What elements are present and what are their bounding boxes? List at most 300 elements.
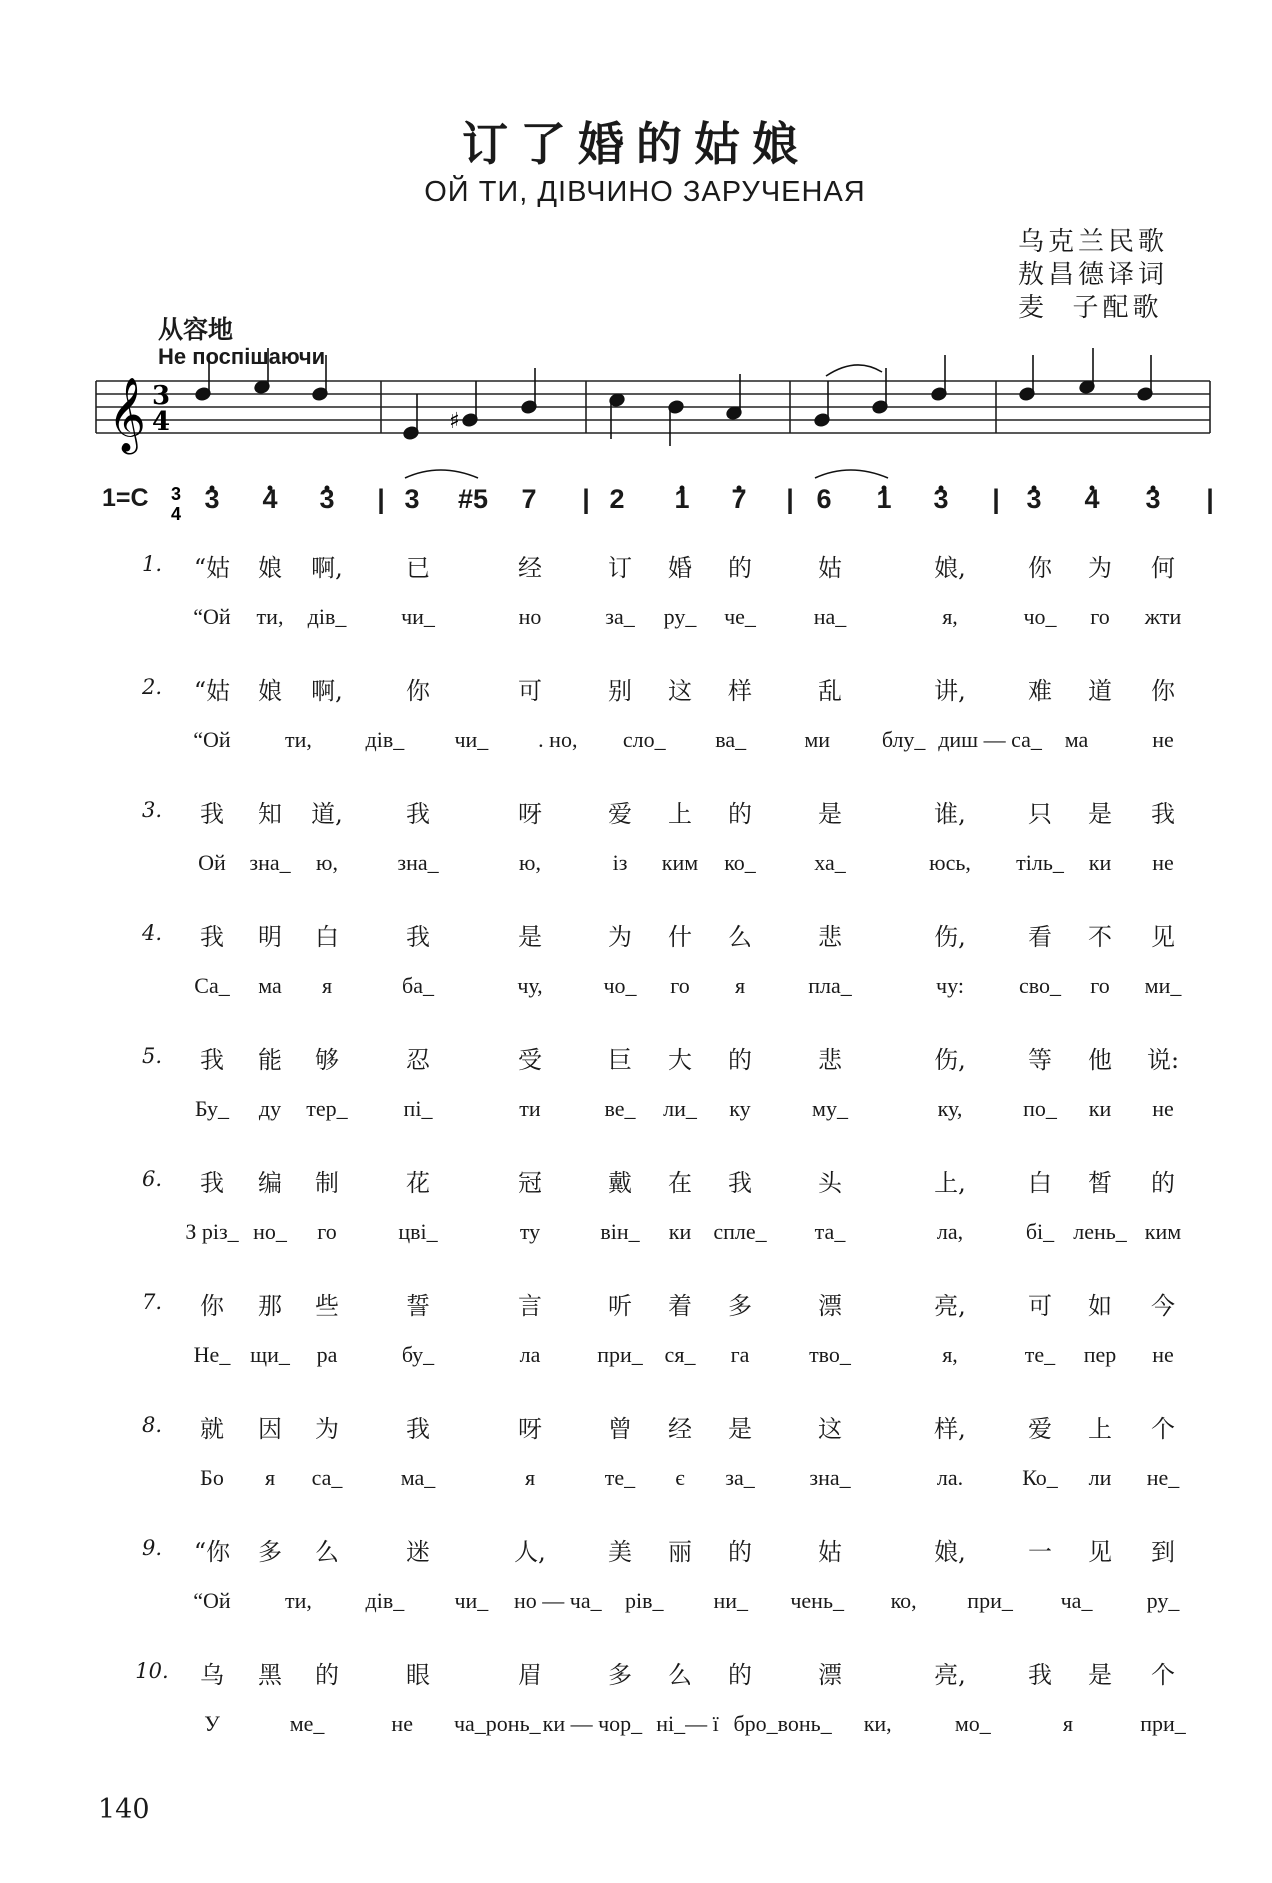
- lyric-syllable-ua: я: [734, 973, 746, 998]
- lyric-syllable-ua: ту: [519, 1219, 541, 1244]
- verse-number: 10.: [135, 1659, 169, 1683]
- lyric-syllable-zh: 漂: [818, 1292, 842, 1320]
- lyric-syllable-zh: 上: [1088, 1415, 1112, 1443]
- lyric-syllable-ua: на_: [813, 604, 847, 629]
- lyric-syllable-ua: цві_: [398, 1219, 438, 1244]
- lyric-syllable-zh: 我: [406, 923, 430, 951]
- lyric-syllable-ua: са_: [311, 1465, 343, 1490]
- jianpu-note: 3: [204, 484, 220, 514]
- lyric-syllable-ua: че_: [724, 604, 756, 629]
- lyric-syllable-ua: ду: [258, 1096, 282, 1121]
- lyric-syllable-zh: 是: [818, 800, 842, 828]
- lyric-syllable-zh: 是: [1088, 800, 1112, 828]
- lyric-syllable-zh: 因: [258, 1415, 282, 1443]
- lyric-syllable-ua: я: [264, 1465, 276, 1490]
- lyric-syllable-ua: чо_: [1023, 604, 1057, 629]
- lyric-syllable-ua: за_: [605, 604, 635, 629]
- lyric-syllable-ua: ку,: [937, 1096, 963, 1121]
- jianpu-time-bottom: 4: [171, 504, 182, 524]
- lyric-syllable-zh: 巨: [608, 1046, 632, 1074]
- verse-number: 5.: [141, 1044, 163, 1068]
- lyric-syllable-zh: 么: [668, 1661, 692, 1689]
- lyric-syllable-ua: мо_: [954, 1711, 991, 1736]
- lyric-syllable-ua: тер_: [306, 1096, 348, 1121]
- sharp-icon: ♯: [449, 409, 460, 434]
- lyric-syllable-zh: 头: [818, 1169, 842, 1197]
- lyric-syllable-zh: 的: [728, 1538, 752, 1566]
- lyric-syllable-ua: при_: [597, 1342, 643, 1367]
- lyric-syllable-ua: ру_: [663, 604, 697, 629]
- lyric-syllable-zh: 誓: [406, 1292, 430, 1320]
- lyric-syllable-zh: 受: [518, 1046, 542, 1074]
- lyric-syllable-zh: 是: [728, 1415, 752, 1443]
- lyric-syllable-ua: “Ой: [193, 1588, 231, 1613]
- lyric-syllable-zh: 见: [1088, 1538, 1112, 1566]
- lyric-syllable-ua: З рiз_: [185, 1219, 239, 1244]
- lyric-syllable-ua: зна_: [397, 850, 439, 875]
- lyric-syllable-zh: 知: [258, 800, 282, 828]
- lyric-syllable-ua: дів_: [365, 1588, 405, 1613]
- lyric-syllable-ua: ла: [519, 1342, 541, 1367]
- lyric-syllable-zh: 我: [728, 1169, 752, 1197]
- lyric-syllable-zh: 的: [728, 1661, 752, 1689]
- lyric-syllable-ua: Ко_: [1022, 1465, 1058, 1490]
- lyric-syllable-ua: ва_: [715, 727, 747, 752]
- lyric-syllable-ua: ти: [519, 1096, 541, 1121]
- lyric-syllable-ua: Бу_: [194, 1096, 230, 1121]
- lyric-syllable-zh: 见: [1151, 923, 1175, 951]
- credit-origin: 乌克兰民歌: [1017, 227, 1168, 257]
- lyric-syllable-zh: 迷: [406, 1538, 430, 1566]
- lyric-syllable-zh: 可: [518, 677, 542, 705]
- lyric-syllable-ua: не: [1152, 850, 1174, 875]
- lyric-syllable-zh: 戴: [608, 1169, 632, 1197]
- lyric-syllable-ua: ки: [668, 1219, 692, 1244]
- lyric-syllable-ua: ким: [661, 850, 699, 875]
- lyric-syllable-zh: 皙: [1088, 1169, 1112, 1197]
- slur-jianpu-2: [815, 470, 888, 478]
- lyric-syllable-zh: 个: [1151, 1661, 1175, 1689]
- lyric-syllable-zh: 谁,: [934, 800, 966, 828]
- lyric-syllable-zh: 悲: [818, 923, 842, 951]
- lyric-syllable-ua: бро_вонь_: [733, 1711, 832, 1736]
- lyric-syllable-ua: диш — са_: [938, 727, 1042, 752]
- lyric-syllable-zh: 看: [1028, 923, 1052, 951]
- jianpu-time-top: 3: [171, 484, 182, 504]
- key-signature: 1=C: [102, 484, 149, 512]
- lyric-syllable-ua: не: [391, 1711, 413, 1736]
- lyric-syllable-zh: 娘: [258, 554, 282, 582]
- verse-number: 7.: [141, 1290, 163, 1314]
- lyric-syllable-ua: ме_: [289, 1711, 325, 1736]
- lyric-syllable-ua: чи_: [454, 1588, 489, 1613]
- lyric-syllable-zh: 姑: [818, 1538, 842, 1566]
- lyric-syllable-ua: дів_: [365, 727, 405, 752]
- lyric-syllable-zh: “姑: [193, 677, 231, 705]
- lyric-syllable-zh: 为: [608, 923, 632, 951]
- lyric-syllable-zh: 已: [406, 554, 430, 582]
- lyric-syllable-zh: 到: [1151, 1538, 1175, 1566]
- lyric-syllable-ua: ма_: [400, 1465, 436, 1490]
- verse-number: 8.: [141, 1413, 163, 1437]
- lyric-syllable-ua: тіль_: [1016, 850, 1064, 875]
- lyric-syllable-ua: пі_: [403, 1096, 433, 1121]
- lyric-syllable-ua: но: [518, 604, 542, 629]
- lyric-syllable-ua: по_: [1023, 1096, 1057, 1121]
- lyric-syllable-zh: 美: [608, 1538, 632, 1566]
- lyric-syllable-zh: 为: [1088, 554, 1112, 582]
- lyric-syllable-zh: 么: [728, 923, 752, 951]
- lyric-syllable-zh: 呀: [518, 800, 542, 828]
- jianpu-note: 6: [816, 484, 832, 514]
- lyric-syllable-zh: 我: [406, 800, 430, 828]
- lyric-syllable-ua: ла.: [936, 1465, 964, 1490]
- lyric-syllable-zh: 的: [315, 1661, 339, 1689]
- lyric-syllable-ua: я: [1062, 1711, 1073, 1736]
- lyric-syllable-zh: 如: [1088, 1292, 1112, 1320]
- lyric-syllable-zh: 忍: [406, 1046, 430, 1074]
- lyric-syllable-ua: го: [1090, 973, 1110, 998]
- lyric-syllable-zh: 人,: [514, 1538, 546, 1566]
- lyric-syllable-zh: 冠: [518, 1169, 542, 1197]
- jianpu-note: 3: [1145, 484, 1161, 514]
- lyric-syllable-ua: ми_: [1144, 973, 1182, 998]
- credit-arranger: 麦 子配歌: [1017, 293, 1163, 323]
- lyric-syllable-zh: 一: [1028, 1538, 1052, 1566]
- lyric-syllable-ua: не_: [1146, 1465, 1180, 1490]
- jianpu-note: 3: [1026, 484, 1042, 514]
- jianpu-barline: |: [786, 484, 794, 514]
- lyric-syllable-ua: при_: [967, 1588, 1013, 1613]
- lyric-syllable-ua: ли_: [663, 1096, 697, 1121]
- lyric-syllable-ua: ба_: [402, 973, 434, 998]
- lyric-syllable-ua: ти,: [285, 727, 312, 752]
- lyric-syllable-zh: 多: [258, 1538, 282, 1566]
- lyric-syllable-zh: 什: [668, 923, 692, 951]
- lyric-syllable-zh: 他: [1088, 1046, 1112, 1074]
- lyric-syllable-zh: 的: [728, 800, 752, 828]
- lyric-syllable-zh: 多: [608, 1661, 632, 1689]
- jianpu-barline: |: [582, 484, 590, 514]
- notes: [195, 348, 1154, 446]
- lyric-syllable-ua: ла,: [936, 1219, 964, 1244]
- lyric-syllable-ua: пла_: [808, 973, 852, 998]
- time-signature-top: 3: [152, 381, 171, 411]
- lyric-syllable-zh: 亮,: [934, 1292, 966, 1320]
- lyric-syllable-ua: сво_: [1018, 973, 1062, 998]
- lyric-syllable-zh: 的: [728, 554, 752, 582]
- lyric-syllable-zh: 娘,: [934, 554, 966, 582]
- lyric-syllable-zh: 经: [668, 1415, 692, 1443]
- lyric-syllable-zh: 等: [1028, 1046, 1052, 1074]
- jianpu-note: #5: [457, 484, 489, 514]
- lyric-syllable-ua: ю,: [316, 850, 338, 875]
- lyric-syllable-zh: 婚: [668, 554, 692, 582]
- lyric-syllable-zh: 经: [518, 554, 542, 582]
- lyric-syllable-zh: 我: [200, 1046, 224, 1074]
- jianpu-note: 2: [609, 484, 625, 514]
- lyric-syllable-ua: ю,: [519, 850, 541, 875]
- jianpu-note: 1: [674, 484, 690, 514]
- lyric-syllable-zh: 姑: [818, 554, 842, 582]
- lyric-syllable-zh: 丽: [668, 1538, 692, 1566]
- lyric-syllable-zh: 啊,: [311, 554, 343, 582]
- lyric-syllable-zh: 我: [200, 1169, 224, 1197]
- lyric-syllable-zh: 个: [1151, 1415, 1175, 1443]
- verse-number: 6.: [141, 1167, 163, 1191]
- lyric-syllable-zh: 我: [1028, 1661, 1052, 1689]
- lyric-syllable-ua: чи_: [454, 727, 489, 752]
- lyric-syllable-ua: не: [1152, 1342, 1174, 1367]
- lyric-syllable-ua: ко_: [724, 850, 756, 875]
- lyric-syllable-zh: 是: [1088, 1661, 1112, 1689]
- lyric-syllable-zh: 曾: [608, 1415, 632, 1443]
- lyric-syllable-ua: я,: [942, 1342, 958, 1367]
- lyric-syllable-zh: 听: [608, 1292, 632, 1320]
- jianpu-note: 7: [731, 484, 747, 514]
- lyric-syllable-ua: ти,: [285, 1588, 312, 1613]
- lyric-syllable-zh: 是: [518, 923, 542, 951]
- lyric-syllable-ua: юсь,: [929, 850, 971, 875]
- lyric-syllable-ua: га: [730, 1342, 750, 1367]
- lyric-syllable-ua: ки: [1088, 1096, 1112, 1121]
- lyric-syllable-zh: 白: [315, 923, 339, 951]
- jianpu-barline: |: [992, 484, 1000, 514]
- lyric-syllable-ua: но — ча_: [514, 1588, 602, 1613]
- lyric-syllable-ua: ха_: [814, 850, 846, 875]
- lyric-syllable-zh: “姑: [193, 554, 231, 582]
- lyric-syllable-ua: дів_: [307, 604, 347, 629]
- lyric-syllable-ua: не: [1152, 1096, 1174, 1121]
- lyric-syllable-ua: ку: [729, 1096, 751, 1121]
- lyric-syllable-ua: ма: [258, 973, 282, 998]
- lyric-syllable-zh: 黑: [258, 1661, 282, 1689]
- lyric-syllable-zh: “你: [193, 1538, 231, 1566]
- lyric-syllable-ua: жти: [1144, 604, 1182, 629]
- music-staff: [0, 0, 1272, 560]
- lyric-syllable-zh: 讲,: [934, 677, 966, 705]
- lyric-syllable-zh: 就: [200, 1415, 224, 1443]
- lyric-syllable-ua: ни_: [713, 1588, 748, 1613]
- verse-number: 4.: [141, 921, 163, 945]
- lyric-syllable-ua: спле_: [713, 1219, 767, 1244]
- lyric-syllable-ua: тво_: [809, 1342, 851, 1367]
- lyric-syllable-zh: 着: [668, 1292, 692, 1320]
- lyric-syllable-zh: 能: [258, 1046, 282, 1074]
- lyric-syllable-ua: Не_: [193, 1342, 231, 1367]
- lyric-syllable-zh: 这: [818, 1415, 842, 1443]
- lyric-syllable-ua: із: [612, 850, 628, 875]
- lyric-syllable-zh: 伤,: [934, 1046, 966, 1074]
- jianpu-note: 4: [1084, 484, 1100, 514]
- slur-staff: [826, 365, 882, 376]
- lyric-syllable-ua: Са_: [194, 973, 230, 998]
- lyric-syllable-zh: 悲: [818, 1046, 842, 1074]
- verse-number: 1.: [141, 552, 163, 576]
- lyric-syllable-zh: 你: [200, 1292, 224, 1320]
- page-number: 140: [98, 1794, 150, 1825]
- lyric-syllable-zh: 可: [1028, 1292, 1052, 1320]
- lyric-syllable-zh: 我: [200, 923, 224, 951]
- lyric-syllable-ua: те_: [604, 1465, 636, 1490]
- lyric-syllable-zh: 白: [1028, 1169, 1052, 1197]
- lyric-syllable-ua: зна_: [249, 850, 291, 875]
- lyric-syllable-zh: 够: [315, 1046, 339, 1074]
- treble-clef-icon: 𝄞: [108, 378, 146, 452]
- tempo-marking-ua: Не поспішаючи: [158, 344, 326, 369]
- lyric-syllable-ua: но_: [253, 1219, 287, 1244]
- lyric-syllable-zh: 说:: [1146, 1046, 1180, 1074]
- lyric-syllable-zh: 你: [1028, 554, 1052, 582]
- lyric-syllable-zh: 的: [1151, 1169, 1175, 1197]
- lyric-syllable-zh: 的: [728, 1046, 752, 1074]
- lyric-syllable-ua: . но,: [538, 727, 578, 752]
- verse-number: 2.: [141, 675, 163, 699]
- lyric-syllable-ua: ми: [804, 727, 831, 752]
- lyric-syllable-zh: 眼: [406, 1661, 430, 1689]
- jianpu-note: 7: [521, 484, 537, 514]
- lyric-syllable-ua: він_: [600, 1219, 640, 1244]
- jianpu-barline: |: [377, 484, 385, 514]
- lyric-syllable-zh: 呀: [518, 1415, 542, 1443]
- song-title: 订了婚的姑娘: [462, 117, 810, 171]
- lyric-syllable-ua: ли: [1088, 1465, 1112, 1490]
- lyric-syllable-ua: Ой: [198, 850, 226, 875]
- lyric-syllable-ua: я,: [942, 604, 958, 629]
- lyric-syllable-zh: 花: [406, 1169, 430, 1197]
- slur-jianpu-1: [405, 470, 478, 478]
- lyric-syllable-zh: 啊,: [311, 677, 343, 705]
- lyric-syllable-zh: 么: [315, 1538, 339, 1566]
- lyric-syllable-ua: є: [675, 1465, 685, 1490]
- lyric-syllable-ua: чу,: [517, 973, 543, 998]
- lyric-syllable-ua: ки: [1088, 850, 1112, 875]
- lyric-syllable-ua: Бо: [200, 1465, 224, 1490]
- lyric-syllable-zh: 你: [406, 677, 430, 705]
- lyric-syllable-ua: бі_: [1025, 1219, 1055, 1244]
- lyric-syllable-ua: У: [204, 1711, 220, 1736]
- lyric-syllable-zh: 多: [728, 1292, 752, 1320]
- lyric-syllable-ua: “Ой: [193, 604, 231, 629]
- lyric-syllable-zh: 言: [518, 1292, 542, 1320]
- jianpu-barline: |: [1206, 484, 1214, 514]
- lyric-syllable-zh: 别: [608, 677, 632, 705]
- verse-number: 3.: [141, 798, 163, 822]
- lyric-syllable-ua: ча_: [1060, 1588, 1093, 1613]
- lyric-syllable-zh: 何: [1151, 554, 1175, 582]
- lyric-syllable-ua: го: [670, 973, 690, 998]
- lyric-syllable-ua: ким: [1144, 1219, 1182, 1244]
- lyric-syllable-ua: лень_: [1073, 1219, 1127, 1244]
- lyric-syllable-ua: сло_: [622, 727, 666, 752]
- jianpu-note: 3: [404, 484, 420, 514]
- lyric-syllable-ua: ся_: [664, 1342, 696, 1367]
- lyric-syllable-ua: ко,: [890, 1588, 917, 1613]
- lyric-syllable-zh: 些: [315, 1292, 339, 1320]
- jianpu-note: 1: [876, 484, 892, 514]
- song-subtitle: ОЙ ТИ, ДІВЧИНО ЗАРУЧЕНАЯ: [424, 176, 866, 208]
- lyric-syllable-zh: 上: [668, 800, 692, 828]
- time-signature-bottom: 4: [152, 407, 171, 437]
- lyric-syllable-zh: 道,: [311, 800, 343, 828]
- lyric-syllable-ua: ве_: [604, 1096, 636, 1121]
- lyric-syllable-ua: ки — чор_: [542, 1711, 643, 1736]
- lyric-syllable-ua: чу:: [936, 973, 964, 998]
- lyric-syllable-zh: 订: [608, 554, 632, 582]
- lyric-syllable-zh: 乱: [818, 677, 842, 705]
- jianpu-note: 3: [319, 484, 335, 514]
- lyric-syllable-ua: чо_: [603, 973, 637, 998]
- lyric-syllable-zh: 娘: [258, 677, 282, 705]
- lyric-syllable-zh: 那: [258, 1292, 282, 1320]
- lyric-syllable-zh: 伤,: [934, 923, 966, 951]
- lyric-syllable-zh: 上,: [934, 1169, 966, 1197]
- lyric-syllable-ua: зна_: [809, 1465, 851, 1490]
- lyric-syllable-ua: та_: [814, 1219, 846, 1244]
- lyric-syllable-zh: 你: [1151, 677, 1175, 705]
- lyric-syllable-ua: я: [524, 1465, 536, 1490]
- lyric-syllable-zh: 制: [315, 1169, 339, 1197]
- lyric-syllable-ua: му_: [812, 1096, 848, 1121]
- lyric-syllable-zh: 只: [1028, 800, 1052, 828]
- lyric-syllable-zh: 今: [1151, 1292, 1175, 1320]
- lyric-syllable-zh: 眉: [518, 1661, 542, 1689]
- lyric-syllable-ua: рів_: [625, 1588, 664, 1613]
- lyric-syllable-zh: 样,: [934, 1415, 966, 1443]
- lyric-syllable-zh: 亮,: [934, 1661, 966, 1689]
- lyric-syllable-ua: ма: [1064, 727, 1089, 752]
- lyric-syllable-ua: блу_: [881, 727, 926, 752]
- lyric-syllable-zh: 不: [1088, 923, 1112, 951]
- lyric-syllable-ua: при_: [1140, 1711, 1186, 1736]
- verse-number: 9.: [141, 1536, 163, 1560]
- lyric-syllable-ua: ру_: [1146, 1588, 1180, 1613]
- lyric-syllable-ua: я: [321, 973, 333, 998]
- lyric-syllable-ua: чи_: [401, 604, 435, 629]
- lyric-syllable-ua: за_: [725, 1465, 755, 1490]
- lyric-syllable-zh: 在: [668, 1169, 692, 1197]
- lyric-syllable-ua: ра: [316, 1342, 338, 1367]
- lyric-syllable-ua: щи_: [250, 1342, 290, 1367]
- lyric-syllable-ua: те_: [1024, 1342, 1056, 1367]
- lyric-syllable-ua: “Ой: [193, 727, 231, 752]
- lyric-syllable-zh: 乌: [200, 1661, 224, 1689]
- lyric-syllable-zh: 爱: [608, 800, 632, 828]
- lyric-syllable-ua: не: [1152, 727, 1174, 752]
- lyric-syllable-zh: 大: [668, 1046, 692, 1074]
- lyric-syllable-ua: ки,: [863, 1711, 892, 1736]
- credit-translator: 敖昌德译词: [1017, 260, 1168, 290]
- lyric-syllable-ua: бу_: [401, 1342, 435, 1367]
- lyric-syllable-zh: 我: [200, 800, 224, 828]
- lyric-syllable-zh: 编: [258, 1169, 282, 1197]
- tempo-marking-zh: 从容地: [158, 315, 234, 344]
- lyric-syllable-ua: ча_ронь_: [453, 1711, 541, 1736]
- lyric-syllable-zh: 道: [1088, 677, 1112, 705]
- lyric-syllable-zh: 我: [406, 1415, 430, 1443]
- lyric-syllable-zh: 难: [1028, 677, 1052, 705]
- lyric-syllable-zh: 样: [728, 677, 752, 705]
- lyric-syllable-zh: 这: [668, 677, 692, 705]
- lyric-syllable-zh: 我: [1151, 800, 1175, 828]
- lyric-syllable-zh: 爱: [1028, 1415, 1052, 1443]
- lyric-syllable-zh: 娘,: [934, 1538, 966, 1566]
- lyric-syllable-ua: чень_: [790, 1588, 844, 1613]
- lyric-syllable-ua: ти,: [256, 604, 284, 629]
- lyric-syllable-zh: 为: [315, 1415, 339, 1443]
- lyric-syllable-zh: 明: [258, 923, 282, 951]
- jianpu-note: 4: [262, 484, 278, 514]
